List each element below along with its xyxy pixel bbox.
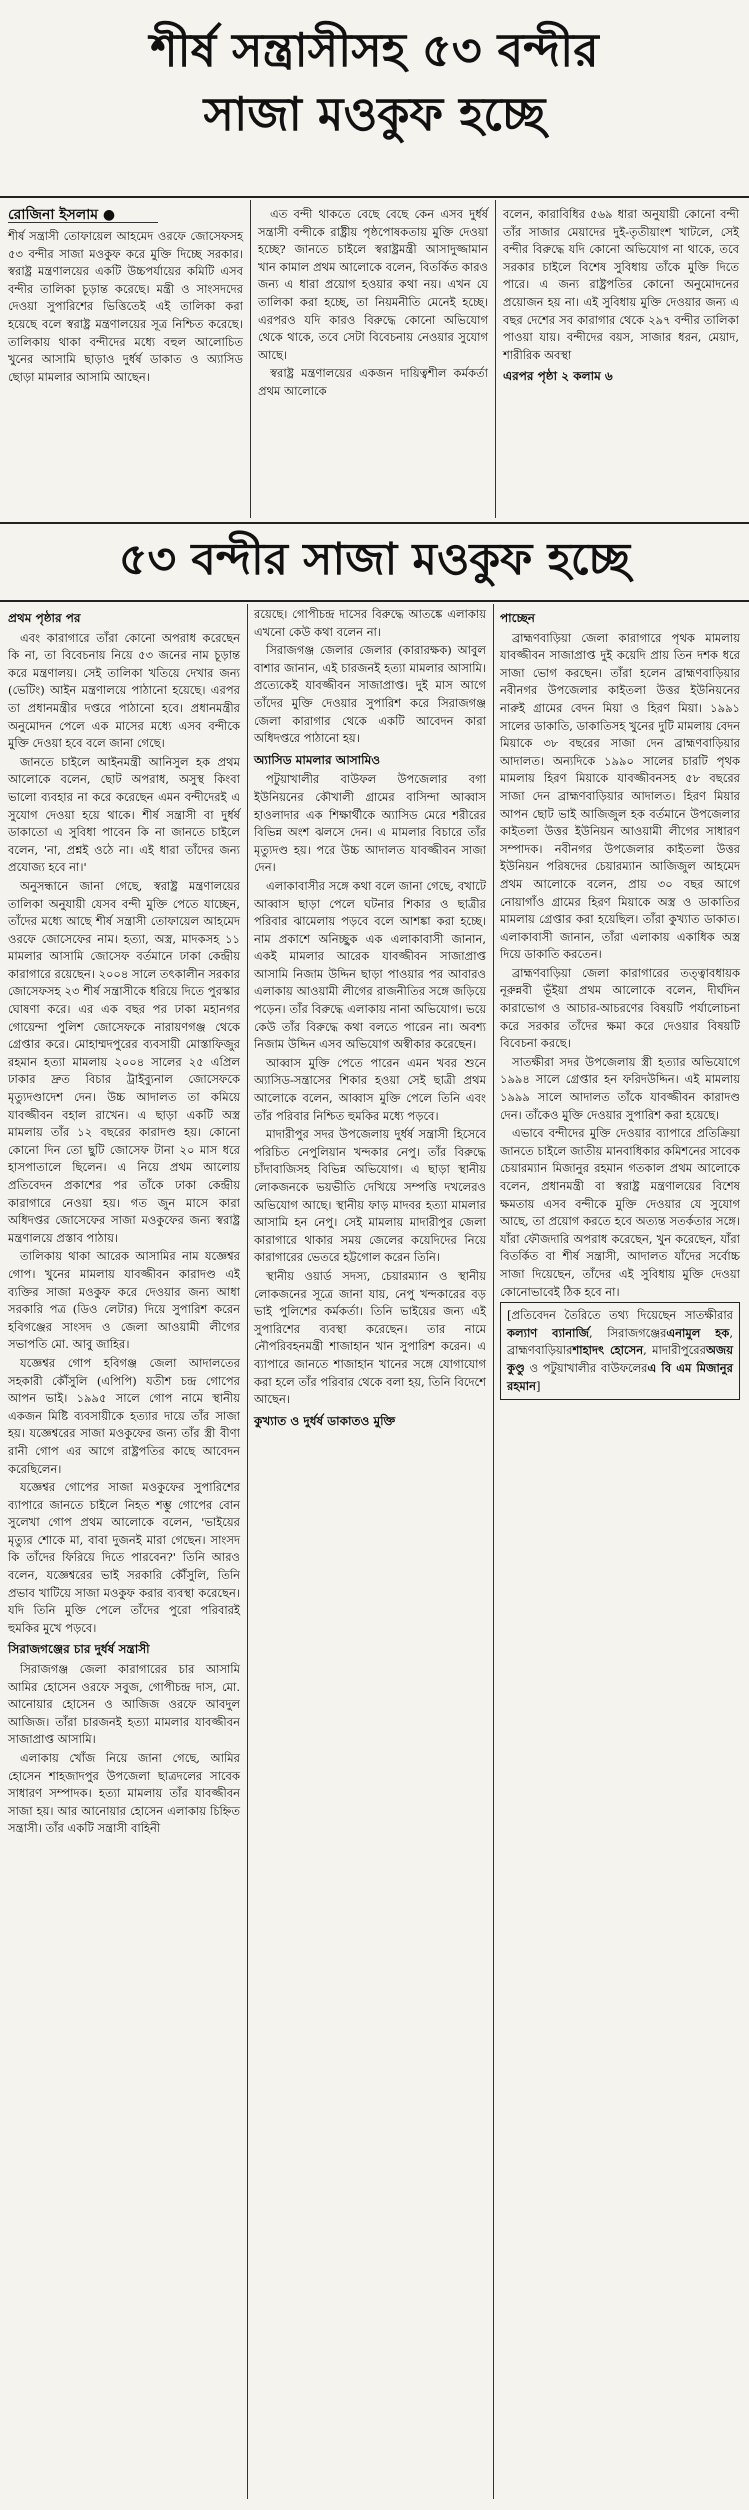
divider	[0, 196, 749, 198]
divider	[0, 600, 749, 602]
paragraph: স্থানীয় ওয়ার্ড সদস্য, চেয়ারম্যান ও স্থানীয় লোকজনের সূত্রে জানা যায়, নেপু খন্দকারের বড় ভাই পুলিশের কর্মকর্তা। তিনি ভাইয়ের জন্য এই সুপারিশের ব্যবস্থা করেছেন। তার নামে নৌপরিবহনমন্ত্রী শাজাহান খান সুপারিশ করেন। এ ব্যাপারে জানতে শাজাহান খানের সঙ্গে যোগাযোগ করা হলে তাঁর পরিবার থেকে বলা হয়, তিনি বিদেশে আছেন।	[254, 1268, 486, 1407]
story-column-2	[258, 206, 488, 402]
column-divider	[250, 200, 251, 518]
reporter-name: এনামুল হক	[666, 1325, 730, 1340]
continuation-column-1	[8, 606, 240, 1839]
reporter-name: অজয় কুণ্ডু	[507, 1343, 733, 1375]
paragraph: ব্রাহ্মণবাড়িয়া জেলা কারাগারে পৃথক মামলায় যাবজ্জীবন সাজাপ্রাপ্ত দুই কয়েদি প্রায় তিন দশক ধরে সাজা ভোগ করছেন। তাঁরা হলেন ব্রাহ্মণবাড়িয়ার নবীনগর উপজেলার কাইতলা উত্তর ইউনিয়নের নারুই গ্রামের বেদন মিয়া ও হিরণ মিয়া। ১৯৯১ সালের ডাকাতি, ডাকাতিসহ খুনের দুটি মামলায় বেদন মিয়াকে ৩৮ বছরের সাজা দেন ব্রাহ্মণবাড়িয়ার আদালত। অন্যদিকে ১৯৯০ সালের চারটি পৃথক মামলায় হিরণ মিয়াকে যাবজ্জীবনসহ ৫৮ বছরের সাজা দেন ব্রাহ্মণবাড়িয়ার আদালত। হিরণ মিয়ার আপন ছোট ভাই আজিজুল হক বর্তমানে উপজেলার কাইতলা উত্তর ইউনিয়ন আওয়ামী লীগের সাধারণ সম্পাদক। নবীনগর উপজেলার কাইতলা উত্তর ইউনিয়ন পরিষদের চেয়ারম্যান আজিজুল আহমেদ প্রথম আলোকে বলেন, প্রায় ৩০ বছর আগে নোয়াগাঁও গ্রামের হিরণ মিয়াকে অস্ত্র ও ডাকাতির মামলায় গ্রেপ্তার করা হয়েছিল। তাঁরা কুখ্যাত ডাকাত। এলাকাবাসী জানান, তাঁরা এলাকায় একাধিক অস্ত্র দিয়ে ডাকাতি করতেন।	[500, 630, 740, 962]
paragraph: এলাকায় খোঁজ নিয়ে জানা গেছে, আমির হোসেন শাহজাদপুর উপজেলা ছাত্রদলের সাবেক সাধারণ সম্পাদক। হত্যা মামলায় তাঁর যাবজ্জীবন সাজা হয়। আর আনোয়ার হোসেন এলাকায় চিহ্নিত সন্ত্রাসী। তাঁর একটি সন্ত্রাসী বাহিনী	[8, 1751, 240, 1836]
subheading: সিরাজগঞ্জের চার দুর্ধর্ষ সন্ত্রাসী	[8, 1642, 150, 1657]
paragraph: আব্বাস মুক্তি পেতে পারেন এমন খবর শুনে অ্যাসিড-সন্ত্রাসের শিকার হওয়া সেই ছাত্রী প্রথম আলোকে বলেন, আব্বাস মুক্তি পেলে তিনি এবং তাঁর পরিবার নিশ্চিত হুমকির মধ্যে পড়বে।	[254, 1055, 486, 1123]
main-headline-line1: শীর্ষ সন্ত্রাসীসহ ৫৩ বন্দীর	[150, 23, 599, 77]
reporter-name: শাহাদৎ হোসেন	[572, 1343, 644, 1358]
paragraph: শীর্ষ সন্ত্রাসী তোফায়েল আহমেদ ওরফে জোসেফসহ ৫৩ বন্দীর সাজা মওকুফ করে মুক্তি দিচ্ছে সরকার। স্বরাষ্ট্র মন্ত্রণালয়ের একটি উচ্চপর্যায়ের কমিটি এসব বন্দীর তালিকা চূড়ান্ত করেছে। মন্ত্রী ও সাংসদদের দেওয়া সুপারিশের ভিত্তিতেই এই তালিকা করা হয়েছে বলে স্বরাষ্ট্র মন্ত্রণালয়ের সূত্র নিশ্চিত করেছে। তালিকায় থাকা বন্দীদের মধ্যে বহুল আলোচিত খুনের আসামি ছাড়াও দুর্ধর্ষ ডাকাত ও অ্যাসিড ছোড়া মামলার আসামি আছেন।	[8, 229, 243, 384]
reporter-name: কল্যাণ ব্যানার্জি	[507, 1325, 590, 1340]
paragraph: পটুয়াখালীর বাউফল উপজেলার বগা ইউনিয়নের কৌখালী গ্রামের বাসিন্দা আব্বাস হাওলাদার এক শিক্ষার্থীকে অ্যাসিড মেরে শরীরের বিভিন্ন অংশ ঝলসে দেন। এ মামলার বিচারে তাঁর মৃত্যুদণ্ড হয়। পরে উচ্চ আদালত যাবজ্জীবন সাজা দেন।	[254, 772, 486, 875]
paragraph: বলেন, কারাবিধির ৫৬৯ ধারা অনুযায়ী কোনো বন্দী তাঁর সাজার মেয়াদের দুই-তৃতীয়াংশ খাটলে, সেই বন্দীর বিরুদ্ধে যদি কোনো অভিযোগ না থাকে, তবে সরকার চাইলে বিশেষ সুবিধায় তাঁকে মুক্তি দিতে পারে। এ জন্য রাষ্ট্রপতির কোনো অনুমোদনের প্রয়োজন হয় না। এই সুবিধায় মুক্তি দেওয়ার জন্য এ বছর দেশের সব কারাগার থেকে ২৯৭ বন্দীর তালিকা পাওয়া যায়। বন্দীদের বয়স, সাজার ধরন, মেয়াদ, শারীরিক অবস্থা	[503, 207, 739, 362]
paragraph: তালিকায় থাকা আরেক আসামির নাম যজ্ঞেশ্বর গোপ। খুনের মামলায় যাবজ্জীবন কারাদণ্ড এই ব্যক্তির সাজা মওকুফ করে দেওয়ার জন্য আধা সরকারি পত্র (ডিও লেটার) দিয়ে সুপারিশ করেন হবিগঞ্জের সাংসদ ও জেলা আওয়ামী লীগের সভাপতি মো. আবু জাহির।	[8, 1249, 240, 1352]
paragraph: এভাবে বন্দীদের মুক্তি দেওয়ার ব্যাপারে প্রতিক্রিয়া জানতে চাইলে জাতীয় মানবাধিকার কমিশনের সাবেক চেয়ারম্যান মিজানুর রহমান গতকাল প্রথম আলোকে বলেন, প্রধানমন্ত্রী বা স্বরাষ্ট্র মন্ত্রণালয়ের বিশেষ ক্ষমতায় এসব বন্দীকে মুক্তি দেওয়ার যে সুযোগ আছে, তা প্রয়োগ করতে হবে অত্যন্ত সতর্কতার সঙ্গে। যাঁরা ফৌজদারি অপরাধ করেছেন, খুন করেছেন, যাঁরা বিতর্কিত বা শীর্ষ সন্ত্রাসী, আদালত যাঁদের সর্বোচ্চ সাজা দিয়েছেন, তাঁদের এই সুবিধায় মুক্তি দেওয়া কোনোভাবেই ঠিক হবে না।	[500, 1126, 740, 1299]
paragraph: ব্রাহ্মণবাড়িয়া জেলা কারাগারের তত্ত্বাবধায়ক নূরুন্নবী ভূঁইয়া প্রথম আলোকে বলেন, দীর্ঘদিন কারাভোগ ও আচার-আচরণের বিষয়টি পর্যালোচনা করে সরকার তাঁদের ক্ষমা করে দেওয়ার বিষয়টি বিবেচনা করছে।	[500, 965, 740, 1051]
main-headline-line2: সাজা মওকুফ হচ্ছে	[203, 87, 546, 141]
subheading: পাচ্ছেন	[500, 611, 535, 625]
paragraph: সিরাজগঞ্জ জেলা কারাগারের চার আসামি আমির হোসেন ওরফে সবুজ, গোপীচন্দ্র দাস, মো. আনোয়ার হোসেন ও আজিজ ওরফে আবদুল আজিজ। তাঁরা চারজনই হত্যা মামলার যাবজ্জীবন সাজাপ্রাপ্ত আসামি।	[8, 1662, 240, 1747]
paragraph: জানতে চাইলে আইনমন্ত্রী আনিসুল হক প্রথম আলোকে বলেন, ছোট অপরাধ, অসুস্থ কিংবা ভালো ব্যবহার না করে করেছেন এমন বন্দীদেরই এ সুযোগ দেওয়া হয়ে থাকে। শীর্ষ সন্ত্রাসী বা দুর্ধর্ষ ডাকাতো এ সুবিধা পাবেন কি না জানতে চাইলে বলেন, 'না, প্রশ্নই ওঠে না। এই ধারা তাঁদের জন্য প্রযোজ্য হবে না।'	[8, 754, 240, 875]
paragraph: সাতক্ষীরা সদর উপজেলায় স্ত্রী হত্যার অভিযোগে ১৯৯৪ সালে গ্রেপ্তার হন ফরিদউদ্দিন। এই মামলায় ১৯৯৯ সালে আদালত তাঁকে যাবজ্জীবন কারাদণ্ড দেন। তাঁকেও মুক্তি দেওয়ার সুপারিশ করা হয়েছে।	[500, 1054, 740, 1122]
continuation-column-3	[500, 606, 740, 1401]
credit-text: ]	[535, 1378, 541, 1393]
credit-text: , মাদারীপুরের	[643, 1343, 706, 1358]
divider	[0, 522, 749, 524]
paragraph: এবং কারাগারে তাঁরা কোনো অপরাধ করেছেন কি না, তা বিবেচনায় নিয়ে ৫৩ জনের নাম চূড়ান্ত করে মন্ত্রণালয়। সেই তালিকা খতিয়ে দেখার জন্য (ভেটিং) আইন মন্ত্রণালয়ে পাঠানো হয়েছে। এরপর তা প্রধানমন্ত্রীর দপ্তরে পাঠানো হবে। প্রধানমন্ত্রীর অনুমোদন পেলে এক মাসের মধ্যে এসব বন্দীকে মুক্তি দেওয়া হবে বলে জানা গেছে।	[8, 630, 240, 751]
column-divider	[247, 604, 248, 2499]
paragraph: যজ্ঞেশ্বর গোপ হবিগঞ্জ জেলা আদালতের সহকারী কৌঁসুলি (এপিপি) যতীশ চন্দ্র গোপের আপন ভাই। ১৯৯৫ সালে গোপ নামে স্থানীয় একজন মিষ্টি ব্যবসায়ীকে হত্যার দায়ে তাঁর সাজা হয়। যজ্ঞেশ্বরের সাজা মওকুফের জন্য তাঁর স্ত্রী বীণা রানী গোপ এর আগে রাষ্ট্রপতির কাছে আবেদন করেছিলেন।	[8, 1355, 240, 1476]
paragraph: এলাকাবাসীর সঙ্গে কথা বলে জানা গেছে, বখাটে আব্বাস ছাড়া পেলে ঘটনার শিকার ও ছাত্রীর পরিবার ঝামেলায় পড়বে বলে আশঙ্কা করা হচ্ছে। নাম প্রকাশে অনিচ্ছুক এক এলাকাবাসী জানান, একই মামলার আরেক যাবজ্জীবন সাজাপ্রাপ্ত আসামি নিজাম উদ্দিন ছাড়া পাওয়ার পর আবারও এলাকায় আওয়ামী লীগের রাজনীতির সঙ্গে জড়িয়ে পড়েন। তাঁর বিরুদ্ধে এলাকায় নানা অভিযোগ। ভয়ে কেউ তাঁর বিরুদ্ধে কথা বলতে পারেন না। অবশ্য নিজাম উদ্দিন এসব অভিযোগ অস্বীকার করেছেন।	[254, 878, 486, 1052]
story-column-3	[503, 206, 739, 387]
byline: রোজিনা ইসলাম ●	[8, 207, 116, 223]
continuation-column-2	[254, 606, 486, 1432]
paragraph: যজ্ঞেশ্বর গোপের সাজা মওকুফের সুপারিশের ব্যাপারে জানতে চাইলে নিহত শম্ভু গোপের বোন সুলেখা গোপ প্রথম আলোকে বলেন, 'ভাইয়ের মৃত্যুর শোকে মা, বাবা দুজনই মারা গেছেন। সাংসদ কি তাঁদের ফিরিয়ে দিতে পারবেন?' তিনি আরও বলেন, যজ্ঞেশ্বরের ভাই সরকারি কৌঁসুলি, তিনি প্রভাব খাটিয়ে সাজা মওকুফ করার ব্যবস্থা করেছেন। যদি তিনি মুক্তি পেলে তাঁদের পুরো পরিবারই হুমকির মুখে পড়বে।	[8, 1480, 240, 1635]
story-column-1	[8, 228, 243, 387]
jump-reference: এরপর পৃষ্ঠা ২ কলাম ৬	[503, 369, 613, 384]
credit-text: [প্রতিবেদন তৈরিতে তথ্য দিয়েছেন সাতক্ষীরার	[507, 1308, 733, 1323]
subheading: কুখ্যাত ও দুর্ধর্ষ ডাকাতও মুক্তি	[254, 1413, 396, 1428]
reporter-name: এ বি এম মিজানুর রহমান	[507, 1360, 733, 1393]
credit-text: ও পটুয়াখালীর বাউফলের	[524, 1360, 648, 1375]
paragraph: রয়েছে। গোপীচন্দ্র দাসের বিরুদ্ধে আতঙ্কে এলাকায় এখনো কেউ কথা বলেন না।	[254, 607, 486, 639]
column-divider	[495, 200, 496, 518]
from-label: প্রথম পৃষ্ঠার পর	[8, 611, 81, 625]
subheading: অ্যাসিড মামলার আসামিও	[254, 752, 381, 767]
reporter-credit-box	[500, 1302, 740, 1400]
column-divider	[493, 604, 494, 2499]
divider	[8, 222, 158, 223]
credit-text: , ব্রাহ্মণবাড়িয়ার	[507, 1325, 733, 1358]
main-headline	[0, 18, 749, 146]
continuation-headline: ৫৩ বন্দীর সাজা মওকুফ হচ্ছে	[118, 534, 631, 585]
paragraph: অনুসন্ধানে জানা গেছে, স্বরাষ্ট্র মন্ত্রণালয়ের তালিকা অনুযায়ী যেসব বন্দী মুক্তি পেতে যাচ্ছেন, তাঁদের মধ্যে আছে শীর্ষ সন্ত্রাসী তোফায়েল আহমেদ ওরফে জোসেফের নাম। হত্যা, অস্ত্র, মাদকসহ ১১ মামলার আসামি জোসেফ বর্তমানে ঢাকা কেন্দ্রীয় কারাগারে রয়েছেন। ২০০৪ সালে তৎকালীন সরকার জোসেফসহ ২৩ শীর্ষ সন্ত্রাসীকে ধরিয়ে দিতে পুরস্কার ঘোষণা করে। এর এক বছর পর ঢাকা মহানগর গোয়েন্দা পুলিশ জোসেফকে নারায়ণগঞ্জ থেকে গ্রেপ্তার করে। মোহাম্মদপুরের ব্যবসায়ী মোস্তাফিজুর রহমান হত্যা মামলায় ২০০৪ সালের ২৫ এপ্রিল ঢাকার দ্রুত বিচার ট্রাইব্যুনাল জোসেফকে মৃত্যুদণ্ডাদেশ দেন। উচ্চ আদালত তা কমিয়ে যাবজ্জীবন বহাল রাখেন। এ ছাড়া একটি অস্ত্র মামলায় তাঁর ১২ বছরের কারাদণ্ড হয়। কোনো কোনো দিন তো ছুটি জোসেফ টানা ২০ মাস ধরে হাসপাতালে ছিলেন। এ নিয়ে প্রথম আলোয় প্রতিবেদন প্রকাশের পর তাঁকে ঢাকা কেন্দ্রীয় কারাগারে নেওয়া হয়। গত জুন মাসে কারা অধিদপ্তর জোসেফের সাজা মওকুফের জন্য স্বরাষ্ট্র মন্ত্রণালয়ে প্রস্তাব পাঠায়।	[8, 878, 240, 1245]
paragraph: মাদারীপুর সদর উপজেলায় দুর্ধর্ষ সন্ত্রাসী হিসেবে পরিচিত নেপুলিয়ান খন্দকার নেপু। তাঁর বিরুদ্ধে চাঁদাবাজিসহ বিভিন্ন অভিযোগ। এ ছাড়া স্থানীয় লোকজনকে ভয়ভীতি দেখিয়ে সম্পত্তি দখলেরও অভিযোগ আছে। স্থানীয় ফাড় মাদবর হত্যা মামলার আসামি হন নেপু। সেই মামলায় মাদারীপুর জেলা কারাগারে থাকার সময় জেলের কয়েদিদের নিয়ে কারাগারের ভেতরে হট্টগোল করেন তিনি।	[254, 1127, 486, 1265]
paragraph: এত বন্দী থাকতে বেছে বেছে কেন এসব দুর্ধর্ষ সন্ত্রাসী বন্দীকে রাষ্ট্রীয় পৃষ্ঠপোষকতায় মুক্তি দেওয়া হচ্ছে? জানতে চাইলে স্বরাষ্ট্রমন্ত্রী আসাদুজ্জামান খান কামাল প্রথম আলোকে বলেন, বিতর্কিত কারও জন্য এ ধারা প্রয়োগ হওয়ার কথা নয়। এখন যে তালিকা করা হচ্ছে, তা নিয়মনীতি মেনেই হচ্ছে। এরপরও যদি কারও বিরুদ্ধে কোনো অভিযোগ থেকে থাকে, তবে সেটা বিবেচনায় নেওয়ার সুযোগ আছে।	[258, 207, 488, 362]
paragraph: স্বরাষ্ট্র মন্ত্রণালয়ের একজন দায়িত্বশীল কর্মকর্তা প্রথম আলোকে	[258, 366, 488, 398]
paragraph: সিরাজগঞ্জ জেলার জেলার (কারারক্ষক) আবুল বাশার জানান, এই চারজনই হত্যা মামলার আসামি। প্রত্যেকেই যাবজ্জীবন সাজাপ্রাপ্ত। দুই মাস আগে তাঁদের মুক্তি দেওয়ার সুপারিশ করে সিরাজগঞ্জ জেলা কারাগার থেকে একটি আবেদন কারা অধিদপ্তরে পাঠানো হয়।	[254, 643, 486, 746]
credit-text: , সিরাজগঞ্জের	[589, 1325, 667, 1340]
